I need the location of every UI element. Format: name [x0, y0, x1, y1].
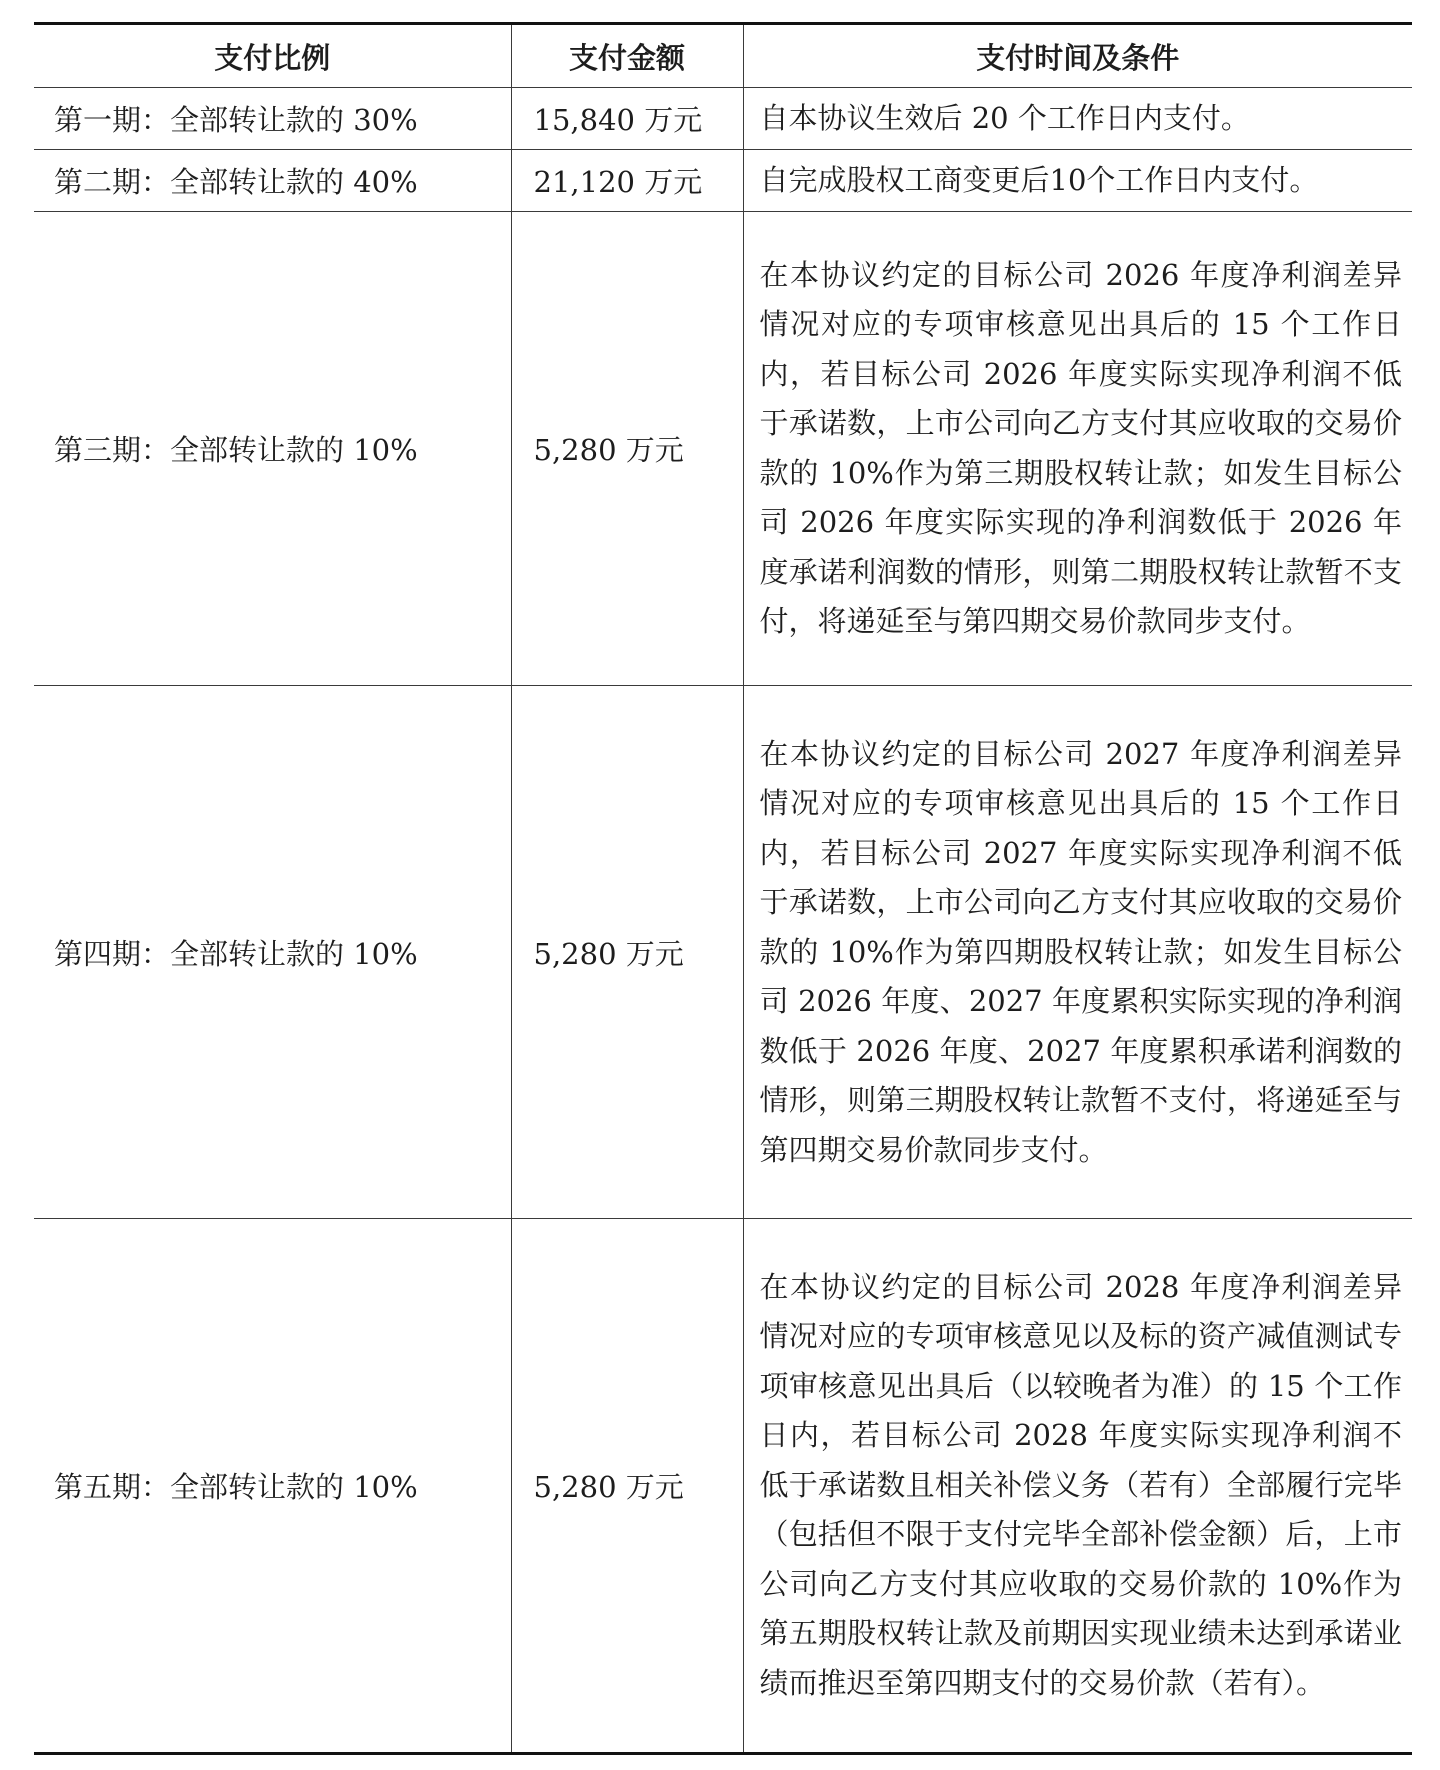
payment-schedule-table [34, 22, 1412, 1755]
payment-ratio-cell: 第三期：全部转让款的 10% [34, 212, 511, 686]
table-row [34, 1219, 1412, 1754]
table-row [34, 686, 1412, 1219]
payment-ratio-cell: 第四期：全部转让款的 10% [34, 686, 511, 1219]
table-header-row [34, 24, 1412, 88]
table-row [34, 212, 1412, 686]
header-payment-time-conditions: 支付时间及条件 [743, 24, 1412, 88]
table-row [34, 88, 1412, 150]
payment-schedule-document [34, 22, 1412, 1755]
payment-ratio-cell: 第一期：全部转让款的 30% [34, 88, 511, 150]
payment-condition-cell: 自本协议生效后 20 个工作日内支付。 [743, 88, 1412, 150]
payment-condition-cell: 自完成股权工商变更后10个工作日内支付。 [743, 150, 1412, 212]
payment-amount-cell: 15,840 万元 [511, 88, 743, 150]
payment-ratio-cell: 第二期：全部转让款的 40% [34, 150, 511, 212]
payment-amount-cell: 5,280 万元 [511, 212, 743, 686]
payment-condition-cell: 在本协议约定的目标公司 2027 年度净利润差异情况对应的专项审核意见出具后的 15 个工作日内，若目标公司 2027 年度实际实现净利润不低于承诺数，上市公司向乙方支付其应收取的交易价款的 10%作为第四期股权转让款；如发生目标公司 2026 年度、2027 年度累积实际实现的净利润数低于 2026 年度、2027 年度累积承诺利润数的情形，则第三期股权转让款暂不支付，将递延至与第四期交易价款同步支付。 [743, 686, 1412, 1219]
header-payment-ratio: 支付比例 [34, 24, 511, 88]
payment-amount-cell: 5,280 万元 [511, 686, 743, 1219]
payment-amount-cell: 5,280 万元 [511, 1219, 743, 1754]
payment-ratio-cell: 第五期：全部转让款的 10% [34, 1219, 511, 1754]
header-payment-amount: 支付金额 [511, 24, 743, 88]
payment-amount-cell: 21,120 万元 [511, 150, 743, 212]
payment-condition-cell: 在本协议约定的目标公司 2028 年度净利润差异情况对应的专项审核意见以及标的资产减值测试专项审核意见出具后（以较晚者为准）的 15 个工作日内，若目标公司 2028 年度实际实现净利润不低于承诺数且相关补偿义务（若有）全部履行完毕（包括但不限于支付完毕全部补偿金额）后，上市公司向乙方支付其应收取的交易价款的 10%作为第五期股权转让款及前期因实现业绩未达到承诺业绩而推迟至第四期支付的交易价款（若有）。 [743, 1219, 1412, 1754]
payment-condition-cell: 在本协议约定的目标公司 2026 年度净利润差异情况对应的专项审核意见出具后的 15 个工作日内，若目标公司 2026 年度实际实现净利润不低于承诺数，上市公司向乙方支付其应收取的交易价款的 10%作为第三期股权转让款；如发生目标公司 2026 年度实际实现的净利润数低于 2026 年度承诺利润数的情形，则第二期股权转让款暂不支付，将递延至与第四期交易价款同步支付。 [743, 212, 1412, 686]
table-row [34, 150, 1412, 212]
